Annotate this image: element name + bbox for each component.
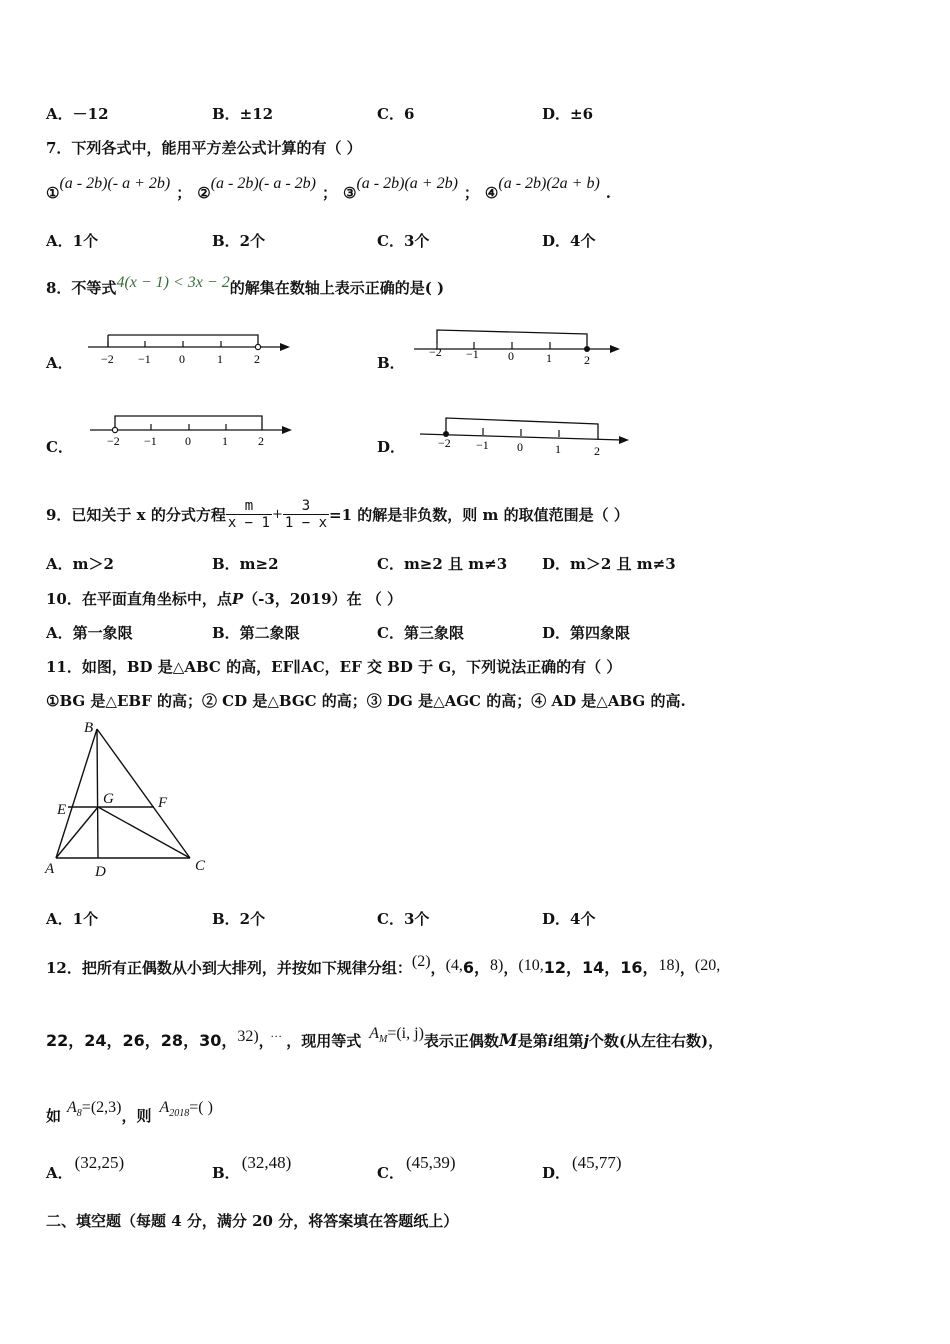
q9-plus: + <box>271 506 283 522</box>
q12-option-a-value: (32,25) <box>74 1153 125 1172</box>
q7-mark-2: ② <box>197 184 211 202</box>
q12-group-1: (2) <box>411 953 431 970</box>
tick-label: 0 <box>508 349 514 363</box>
q8-option-a: A． <box>46 354 73 372</box>
q9-option-b: B．m≥2 <box>212 555 279 573</box>
q11-stem: 11．如图，BD 是△ABC 的高，EF∥AC，EF 交 BD 于 G，下列说法正确的有（ ） <box>46 658 622 676</box>
q12-line-2-text3: 是第 <box>517 1032 548 1050</box>
q7-mark-4: ④ <box>484 184 499 202</box>
q12-a8-eq: =(2,3) <box>81 1099 122 1116</box>
tick-label: 1 <box>222 434 228 448</box>
tick-label: −2 <box>101 352 114 366</box>
q12-option-a <box>46 1152 125 1182</box>
tick-label: −1 <box>144 434 157 448</box>
tick-label: 0 <box>179 352 185 366</box>
q6-option-a: A．－12 <box>46 105 109 123</box>
q12-a2018-sub: 2018 <box>169 1108 190 1120</box>
q10-point: P <box>231 590 244 608</box>
q12-group-4-open: (20, <box>694 957 721 974</box>
q8-stem <box>46 274 445 298</box>
q9-stem-pre: 9．已知关于 x 的分式方程 <box>46 505 226 524</box>
q11-option-c: C．3个 <box>377 910 430 928</box>
tick-label: 1 <box>217 352 223 366</box>
tick-label: −2 <box>438 436 451 450</box>
q12-option-b <box>212 1152 292 1182</box>
q12-option-d-value: (45,77) <box>572 1153 622 1172</box>
q7-sep-3: ； <box>463 184 479 202</box>
q11-triangle-figure <box>40 715 215 880</box>
q9-option-a: A．m＞2 <box>46 555 114 573</box>
q7-option-b: B．2个 <box>212 232 266 250</box>
q11-option-a: A．1个 <box>46 910 99 928</box>
q12-option-c-label: C． <box>377 1164 404 1182</box>
q12-line-3 <box>46 1100 213 1123</box>
q12-line-2-text5: 个数 <box>588 1032 619 1050</box>
tick-label: 2 <box>254 352 260 366</box>
q8-numberline-b <box>410 322 625 372</box>
tick-label: −2 <box>107 434 120 448</box>
tick-label: 1 <box>555 442 561 456</box>
tick-label: −1 <box>138 352 151 366</box>
tick-label: −1 <box>466 347 479 361</box>
q10-option-c: C．第三象限 <box>377 624 464 642</box>
q12-var-m: M <box>498 1031 518 1051</box>
q12-a8-letter: A <box>67 1099 77 1116</box>
tick-label: 0 <box>185 434 191 448</box>
tick-label: 2 <box>584 353 590 367</box>
q10-stem <box>46 588 402 609</box>
q12-ellipsis: ··· <box>270 1029 283 1043</box>
q7-sep-1: ； <box>176 184 192 202</box>
q7-expressions <box>46 172 612 202</box>
q12-a2018 <box>152 1099 213 1120</box>
q12-var-j: j <box>583 1032 589 1050</box>
label-d: D <box>95 864 106 880</box>
q8-option-c: C． <box>46 438 73 456</box>
q9-stem <box>46 492 629 536</box>
q12-line-2-paren: (从左往右数)， <box>618 1032 724 1050</box>
label-e: E <box>57 802 67 818</box>
q12-comma: ， <box>258 1032 267 1050</box>
q12-option-a-label: A． <box>46 1164 73 1182</box>
q12-am-eq: =(i, j) <box>387 1025 424 1042</box>
q12-line-2-text2: 表示正偶数 <box>423 1032 499 1050</box>
q9-f2-denominator: 1 − x <box>284 514 328 531</box>
q7-mark-1: ① <box>46 184 60 202</box>
q12-option-c-value: (45,39) <box>405 1153 456 1172</box>
q8-inequality: 4(x − 1) < 3x − 2 <box>116 274 230 291</box>
q9-fraction-1 <box>226 498 272 531</box>
q12-line-2-numbers: 22，24，26，28，30， <box>46 1031 238 1050</box>
q12-a8-sub: 8 <box>76 1108 82 1120</box>
q8-numberline-d <box>416 410 631 462</box>
q9-f2-numerator: 3 <box>283 498 329 515</box>
q12-group-3-open: (10, <box>518 957 544 974</box>
tick-label: 2 <box>594 444 600 458</box>
q12-option-b-value: (32,48) <box>241 1153 292 1172</box>
tick-label: −1 <box>476 438 489 452</box>
q6-option-b: B．±12 <box>212 105 274 123</box>
q12-option-b-label: B． <box>212 1164 240 1182</box>
q12-comma: ， <box>430 959 446 977</box>
q8-option-d: D． <box>377 438 406 456</box>
q12-line-2-text: ，现用等式 <box>286 1032 362 1050</box>
q8-option-b: B． <box>377 354 405 372</box>
q12-a2018-eq: =( ) <box>189 1099 213 1116</box>
q12-option-d-label: D． <box>542 1164 571 1182</box>
q10-stem-pre: 10．在平面直角坐标中，点 <box>46 590 232 608</box>
q7-option-a: A．1个 <box>46 232 99 250</box>
label-f: F <box>158 795 168 811</box>
q7-expr-2: (a - 2b)(- a - 2b) <box>210 175 316 192</box>
q7-expr-4: (a - 2b)(2a + b) <box>498 175 600 192</box>
q12-comma: ， <box>679 959 695 977</box>
q12-option-d <box>542 1152 622 1182</box>
q6-option-d: D．±6 <box>542 105 594 123</box>
q6-option-c: C．6 <box>377 105 415 123</box>
q7-expr-3: (a - 2b)(a + 2b) <box>356 175 458 192</box>
q9-stem-post: =1 的解是非负数，则 m 的取值范围是（ ） <box>329 505 629 524</box>
q9-fraction-2 <box>283 498 329 531</box>
q12-var-i: i <box>547 1032 554 1050</box>
q7-end: . <box>605 184 612 202</box>
tick-label: −2 <box>429 345 442 359</box>
q12-line-3-text: 如 <box>46 1107 62 1125</box>
q11-option-b: B．2个 <box>212 910 266 928</box>
q10-option-a: A．第一象限 <box>46 624 133 642</box>
q8-numberline-a <box>84 325 294 370</box>
q7-option-c: C．3个 <box>377 232 430 250</box>
q12-group-3-close: 18) <box>658 957 680 974</box>
q12-group-2-close: 8) <box>490 957 504 974</box>
q11-option-d: D．4个 <box>542 910 596 928</box>
q12-line-2 <box>46 1025 724 1053</box>
q12-group-2-mid: 6， <box>462 958 491 977</box>
q12-line-2-text4: 组第 <box>553 1032 584 1050</box>
q12-line-3-text2: ，则 <box>121 1107 152 1125</box>
q7-stem: 7．下列各式中，能用平方差公式计算的有（ ） <box>46 139 362 157</box>
q12-am-letter: A <box>369 1025 379 1042</box>
q9-option-d: D．m＞2 且 m≠3 <box>542 555 676 573</box>
q10-option-b: B．第二象限 <box>212 624 300 642</box>
q10-option-d: D．第四象限 <box>542 624 631 642</box>
q12-line-1 <box>46 955 720 978</box>
q12-comma: ， <box>503 959 519 977</box>
section-2-heading: 二、填空题（每题 4 分，满分 20 分，将答案填在答题纸上） <box>46 1212 459 1230</box>
q10-stem-post: （-3，2019）在 （ ） <box>243 590 403 608</box>
q9-f1-denominator: x − 1 <box>227 514 270 531</box>
tick-label: 0 <box>517 440 523 454</box>
label-c: C <box>195 858 206 874</box>
q12-stem: 12．把所有正偶数从小到大排列，并按如下规律分组： <box>46 959 412 977</box>
q12-a8 <box>61 1099 122 1120</box>
q8-stem-post: 的解集在数轴上表示正确的是( ) <box>229 279 445 297</box>
q9-option-c: C．m≥2 且 m≠3 <box>377 555 508 573</box>
q7-sep-2: ； <box>321 184 337 202</box>
q12-group-2-open: (4, <box>445 957 463 974</box>
q9-f1-numerator: m <box>226 498 272 515</box>
q12-a2018-letter: A <box>159 1099 170 1116</box>
q12-option-c <box>377 1152 456 1182</box>
q7-option-d: D．4个 <box>542 232 596 250</box>
tick-label: 1 <box>546 351 552 365</box>
label-a: A <box>45 861 55 877</box>
q8-numberline-c <box>86 408 296 453</box>
q12-line-2-close: 32) <box>237 1028 259 1045</box>
q8-stem-pre: 8．不等式 <box>46 279 117 297</box>
label-g: G <box>103 791 114 807</box>
q12-group-3-mid: 12，14，16， <box>543 958 659 977</box>
q12-am-sub: M <box>378 1034 388 1046</box>
q12-am <box>361 1025 424 1046</box>
tick-label: 2 <box>258 434 264 448</box>
q11-statements: ①BG 是△EBF 的高；② CD 是△BGC 的高；③ DG 是△AGC 的高；④ AD 是△ABG 的高. <box>46 692 686 710</box>
q7-expr-1: (a - 2b)(- a + 2b) <box>59 175 171 192</box>
q7-mark-3: ③ <box>343 184 357 202</box>
label-b: B <box>84 720 94 736</box>
